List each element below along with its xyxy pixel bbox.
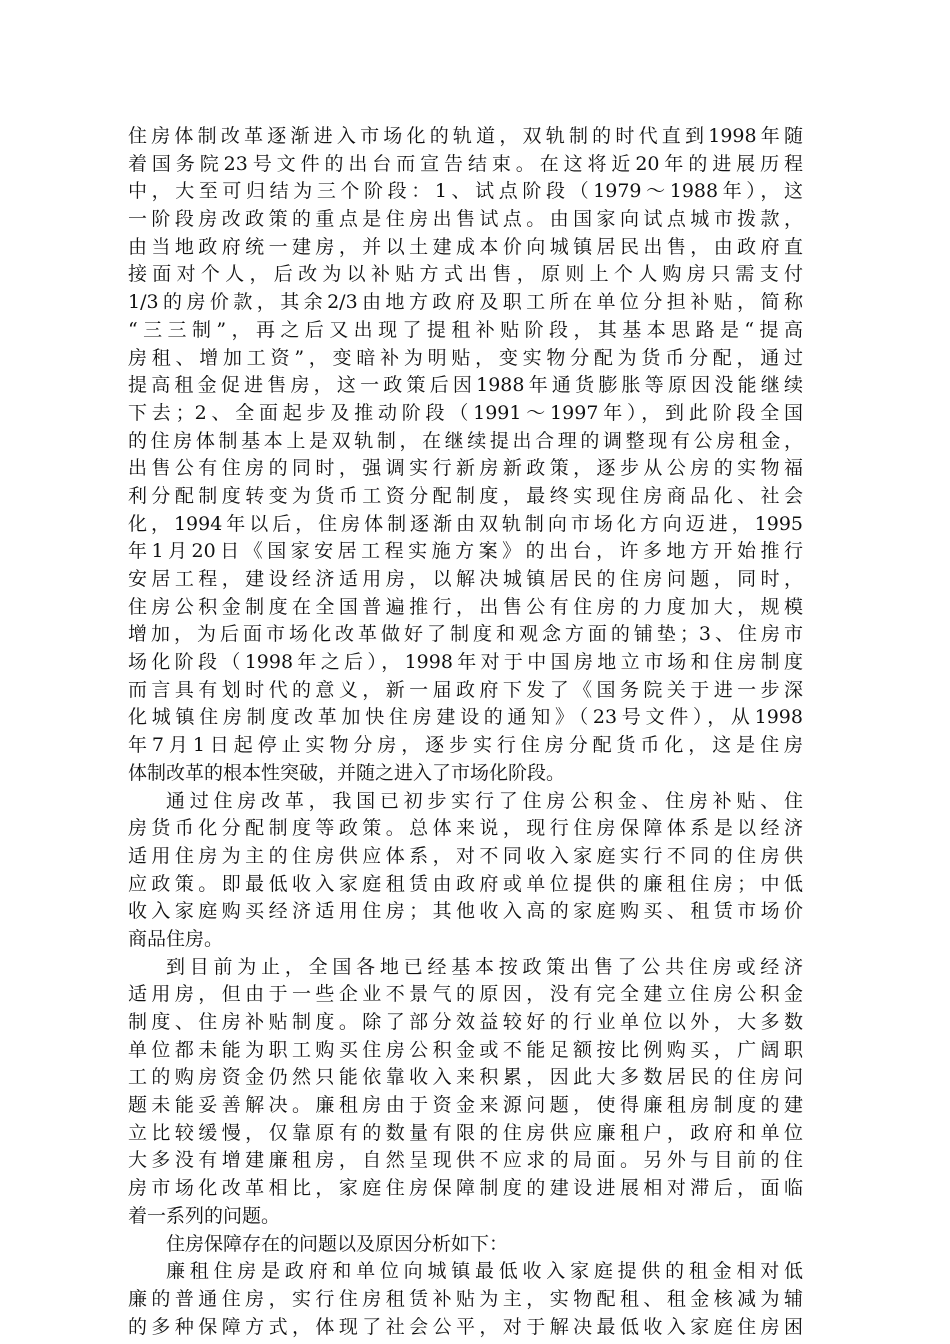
text-line: 住房体制改革逐渐进入市场化的轨道，双轨制的时代直到1998年随: [128, 125, 803, 147]
text-line: 体制改革的根本性突破，并随之进入了市场化阶段。: [128, 761, 566, 784]
text-line: 适用住房为主的住房供应体系，对不同收入家庭实行不同的住房供: [128, 844, 803, 867]
text-line: 适用房，但由于一些企业不景气的原因，没有完全建立住房公积金: [128, 983, 803, 1006]
text-line: 利分配制度转变为货币工资分配制度，最终实现住房商品化、社会: [128, 484, 803, 507]
text-line: 一阶段房改政策的重点是住房出售试点。由国家向试点城市拨款，: [128, 208, 803, 231]
text-line: 题未能妥善解决。廉租房由于资金来源问题，使得廉租房制度的建: [128, 1094, 803, 1117]
text-line: 增加，为后面市场化改革做好了制度和观念方面的铺垫；3、住房市: [128, 623, 803, 646]
text-line: 着一系列的问题。: [128, 1204, 281, 1227]
text-line: 提高租金促进售房，这一政策后因1988年通货膨胀等原因没能继续: [128, 374, 803, 397]
text-line: 工的购房资金仍然只能依靠收入来积累，因此大多数居民的住房问: [128, 1066, 803, 1089]
text-line: 通过住房改革，我国已初步实行了住房公积金、住房补贴、住: [166, 789, 803, 812]
text-line: 年1月20日《国家安居工程实施方案》的出台，许多地方开始推行: [128, 540, 803, 563]
text-line: 而言具有划时代的意义，新一届政府下发了《国务院关于进一步深: [128, 678, 803, 701]
text-line: 商品住房。: [128, 927, 224, 950]
text-line: 化城镇住房制度改革加快住房建设的通知》（23号文件），从1998: [128, 706, 803, 729]
text-line: “三三制”，再之后又出现了提租补贴阶段，其基本思路是“提高: [128, 318, 803, 341]
text-line: 下去；2、全面起步及推动阶段（1991～1997年），到此阶段全国: [128, 401, 803, 424]
text-line: 着国务院23号文件的出台而宣告结束。在这将近20年的进展历程: [128, 152, 803, 175]
text-line: 廉租住房是政府和单位向城镇最低收入家庭提供的租金相对低: [166, 1260, 803, 1283]
text-line: 应政策。即最低收入家庭租赁由政府或单位提供的廉租住房；中低: [128, 872, 803, 895]
text-line: 制度、住房补贴制度。除了部分效益较好的行业单位以外，大多数: [128, 1011, 803, 1033]
text-line: 中，大至可归结为三个阶段：1、试点阶段（1979～1988年），这: [128, 180, 803, 203]
text-line: 大多没有增建廉租房，自然呈现供不应求的局面。另外与目前的住: [128, 1149, 803, 1172]
text-line: 年7月1日起停止实物分房，逐步实行住房分配货币化，这是住房: [128, 734, 803, 757]
text-line: 出售公有住房的同时，强调实行新房新政策，逐步从公房的实物福: [128, 457, 803, 480]
body-text: [128, 123, 803, 1341]
text-line: 的多种保障方式，体现了社会公平，对于解决最低收入家庭住房困: [128, 1315, 803, 1338]
text-line: 的住房体制基本上是双轨制，在继续提出合理的调整现有公房租金，: [128, 429, 803, 452]
text-line: 房市场化改革相比，家庭住房保障制度的建设进展相对滞后，面临: [128, 1177, 803, 1200]
text-line: 房货币化分配制度等政策。总体来说，现行住房保障体系是以经济: [128, 817, 803, 840]
text-line: 收入家庭购买经济适用住房；其他收入高的家庭购买、租赁市场价: [128, 900, 803, 923]
text-line: 住房保障存在的问题以及原因分析如下：: [166, 1232, 509, 1255]
text-line: 房租、增加工资”，变暗补为明贴，变实物分配为货币分配，通过: [128, 346, 803, 369]
text-line: 化，1994年以后，住房体制逐渐由双轨制向市场化方向迈进，1995: [128, 512, 803, 535]
text-line: 住房公积金制度在全国普遍推行，出售公有住房的力度加大，规模: [128, 595, 803, 618]
text-line: 场化阶段（1998年之后），1998年对于中国房地立市场和住房制度: [128, 651, 803, 674]
text-line: 1/3的房价款，其余2/3由地方政府及职工所在单位分担补贴，简称: [128, 291, 803, 314]
text-line: 单位都未能为职工购买住房公积金或不能足额按比例购买，广阔职: [128, 1038, 803, 1061]
text-line: 立比较缓慢，仅靠原有的数量有限的住房供应廉租户，政府和单位: [128, 1121, 803, 1144]
text-line: 由当地政府统一建房，并以土建成本价向城镇居民出售，由政府直: [128, 235, 803, 258]
text-line: 到目前为止，全国各地已经基本按政策出售了公共住房或经济: [166, 955, 803, 978]
text-line: 安居工程，建设经济适用房，以解决城镇居民的住房问题，同时，: [128, 568, 803, 590]
text-line: 接面对个人，后改为以补贴方式出售，原则上个人购房只需支付: [128, 263, 803, 286]
text-line: 廉的普通住房，实行住房租赁补贴为主，实物配租、租金核减为辅: [128, 1287, 803, 1310]
